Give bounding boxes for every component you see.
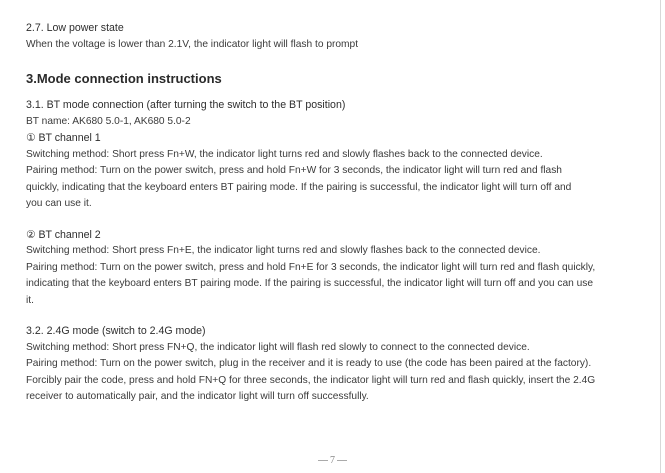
section-2-7-heading: 2.7. Low power state bbox=[26, 22, 124, 34]
page-number: 7 bbox=[330, 455, 335, 466]
section-3-heading: 3.Mode connection instructions bbox=[26, 71, 222, 86]
bt-channel-1-heading: ① BT channel 1 bbox=[26, 132, 101, 144]
mode-2-4g-pairing-line-1: Pairing method: Turn on the power switch, plug in the receiver and it is ready to use (the code has been paired at the factory). bbox=[26, 358, 592, 369]
bt-channel-1-switching: Switching method: Short press Fn+W, the indicator light turns red and slowly flashes back to the connected device. bbox=[26, 148, 543, 160]
bt-channel-2-pairing-line-2: indicating that the keyboard enters BT pairing mode. If the pairing is successful, the indicator light will turn off and you can use bbox=[26, 278, 594, 289]
bt-channel-2-heading: ② BT channel 2 bbox=[26, 228, 101, 241]
section-3-1-heading: 3.1. BT mode connection (after turning the switch to the BT position) bbox=[26, 99, 346, 111]
bt-channel-2-switching: Switching method: Short press Fn+E, the indicator light turns red and slowly flashes back to the connected device. bbox=[26, 245, 541, 256]
section-2-7-body: When the voltage is lower than 2.1V, the indicator light will flash to prompt bbox=[26, 38, 359, 50]
bt-channel-2-pairing-line-3: it. bbox=[26, 294, 34, 306]
bt-channel-1-pairing-line-1: Pairing method: Turn on the power switch, press and hold Fn+W for 3 seconds, the indicator light will turn red and flash bbox=[26, 165, 562, 176]
document-content bbox=[26, 20, 654, 406]
bt-channel-2-pairing-line-1: Pairing method: Turn on the power switch, press and hold Fn+E for 3 seconds, the indicator light will turn red and flash quickly, bbox=[26, 261, 596, 273]
page-number-right-dash bbox=[337, 460, 347, 461]
bt-channel-1-pairing-line-2: quickly, indicating that the keyboard enters BT pairing mode. If the pairing is successful, the indicator light will turn off and bbox=[26, 181, 572, 193]
mode-2-4g-pairing-line-3: receiver to automatically pair, and the indicator light will turn off successfully. bbox=[26, 391, 369, 402]
bt-name-text: BT name: AK680 5.0-1, AK680 5.0-2 bbox=[26, 115, 191, 127]
mode-2-4g-switching: Switching method: Short press FN+Q, the indicator light will flash red slowly to connect to the connected device. bbox=[26, 341, 530, 353]
bt-channel-1-pairing-line-3: you can use it. bbox=[26, 198, 92, 209]
page-number-footer bbox=[0, 455, 665, 466]
mode-2-4g-pairing-line-2: Forcibly pair the code, press and hold FN+Q for three seconds, the indicator light will turn red and flash quickly, insert the 2.4G bbox=[26, 374, 596, 386]
page-number-left-dash bbox=[318, 460, 328, 461]
section-3-2-heading: 3.2. 2.4G mode (switch to 2.4G mode) bbox=[26, 325, 206, 337]
